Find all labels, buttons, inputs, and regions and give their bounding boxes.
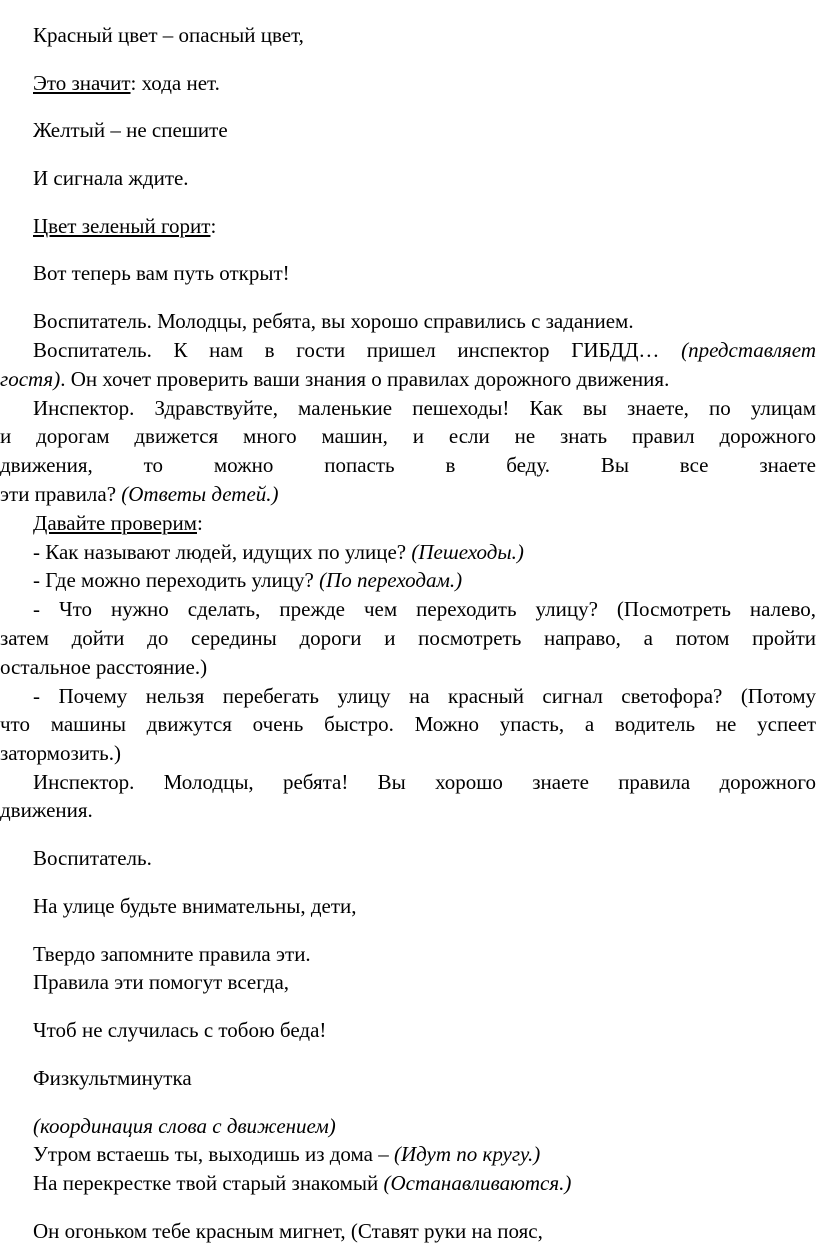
paragraph-line	[33, 510, 203, 536]
paragraph-line	[33, 337, 816, 363]
paragraph-line	[0, 366, 669, 392]
underlined-text: Это значит	[33, 71, 131, 95]
underlined-text: Давайте проверим	[33, 511, 197, 535]
poem-line	[33, 165, 189, 191]
text: движения.	[0, 798, 93, 822]
text: Воспитатель. К нам в гости пришел инспектор ГИБДД…	[33, 338, 682, 362]
text: Он огоньком тебе красным мигнет, (Ставят руки на пояс,	[33, 1219, 543, 1243]
italic-text: гостя)	[0, 367, 61, 391]
text: На перекрестке твой старый знакомый	[33, 1171, 384, 1195]
italic-text: (Ответы детей.)	[121, 482, 279, 506]
text: - Почему нельзя перебегать улицу на красный сигнал светофора? (Потому	[33, 684, 816, 708]
poem-line	[33, 941, 311, 967]
question-line	[0, 711, 816, 737]
text: - Что нужно сделать, прежде чем переходить улицу? (Посмотреть налево,	[33, 597, 816, 621]
poem-line	[33, 1170, 571, 1196]
poem-line	[33, 260, 290, 286]
paragraph-line	[0, 481, 279, 507]
text: Воспитатель. Молодцы, ребята, вы хорошо справились с заданием.	[33, 309, 634, 333]
text: На улице будьте внимательны, дети,	[33, 894, 357, 918]
italic-text: (представляет	[681, 338, 816, 362]
paragraph-line	[33, 308, 634, 334]
question-line	[0, 625, 816, 651]
text: Чтоб не случилась с тобою беда!	[33, 1018, 327, 1042]
text: Инспектор. Молодцы, ребята! Вы хорошо знаете правила дорожного	[33, 770, 816, 794]
text: затем дойти до середины дороги и посмотреть направо, а потом пройти	[0, 626, 816, 650]
text: - Где можно переходить улицу?	[33, 568, 320, 592]
paragraph-line	[33, 769, 816, 795]
stage-direction	[33, 1113, 336, 1139]
question-line	[0, 740, 121, 766]
italic-text: (По переходам.)	[319, 568, 463, 592]
poem-line	[33, 70, 220, 96]
text: затормозить.)	[0, 741, 121, 765]
text: Правила эти помогут всегда,	[33, 970, 290, 994]
poem-line	[33, 1017, 326, 1043]
text: Красный цвет – опасный цвет,	[33, 23, 304, 47]
text: :	[210, 214, 217, 238]
italic-text: (Останавливаются.)	[383, 1171, 572, 1195]
underlined-text: Цвет зеленый горит	[33, 214, 211, 238]
text: Вот теперь вам путь открыт!	[33, 261, 290, 285]
italic-text: (Пешеходы.)	[411, 540, 524, 564]
poem-line	[33, 893, 357, 919]
paragraph-line	[33, 395, 816, 421]
question-line	[0, 654, 207, 680]
text: эти правила?	[0, 482, 122, 506]
text: Инспектор. Здравствуйте, маленькие пешеходы! Как вы знаете, по улицам	[33, 396, 816, 420]
section-heading	[33, 1065, 192, 1091]
text: . Он хочет проверить ваши знания о правилах дорожного движения.	[60, 367, 670, 391]
question-line	[33, 596, 816, 622]
poem-line	[33, 969, 289, 995]
text: Твердо запомните правила эти.	[33, 942, 311, 966]
italic-text: (координация слова с движением)	[33, 1114, 336, 1138]
text: И сигнала ждите.	[33, 166, 189, 190]
text: - Как называют людей, идущих по улице?	[33, 540, 412, 564]
text: : хода нет.	[130, 71, 220, 95]
text: Утром встаешь ты, выходишь из дома –	[33, 1142, 394, 1166]
poem-line	[33, 213, 216, 239]
poem-line	[33, 1218, 543, 1244]
question-line	[33, 539, 524, 565]
text: Физкультминутка	[33, 1066, 192, 1090]
text: движения, то можно попасть в беду. Вы все знаете	[0, 453, 816, 477]
speaker-line	[33, 845, 152, 871]
text: остальное расстояние.)	[0, 655, 208, 679]
italic-text: (Идут по кругу.)	[394, 1142, 541, 1166]
poem-line	[33, 22, 304, 48]
poem-line	[33, 117, 228, 143]
text: Желтый – не спешите	[33, 118, 228, 142]
question-line	[33, 567, 462, 593]
text: Воспитатель.	[33, 846, 152, 870]
paragraph-line	[0, 423, 816, 449]
poem-line	[33, 1141, 540, 1167]
text: и дорогам движется много машин, и если не знать правил дорожного	[0, 424, 816, 448]
paragraph-line	[0, 797, 93, 823]
paragraph-line	[0, 452, 816, 478]
text: что машины движутся очень быстро. Можно упасть, а водитель не успеет	[0, 712, 816, 736]
question-line	[33, 683, 816, 709]
text: :	[196, 511, 203, 535]
